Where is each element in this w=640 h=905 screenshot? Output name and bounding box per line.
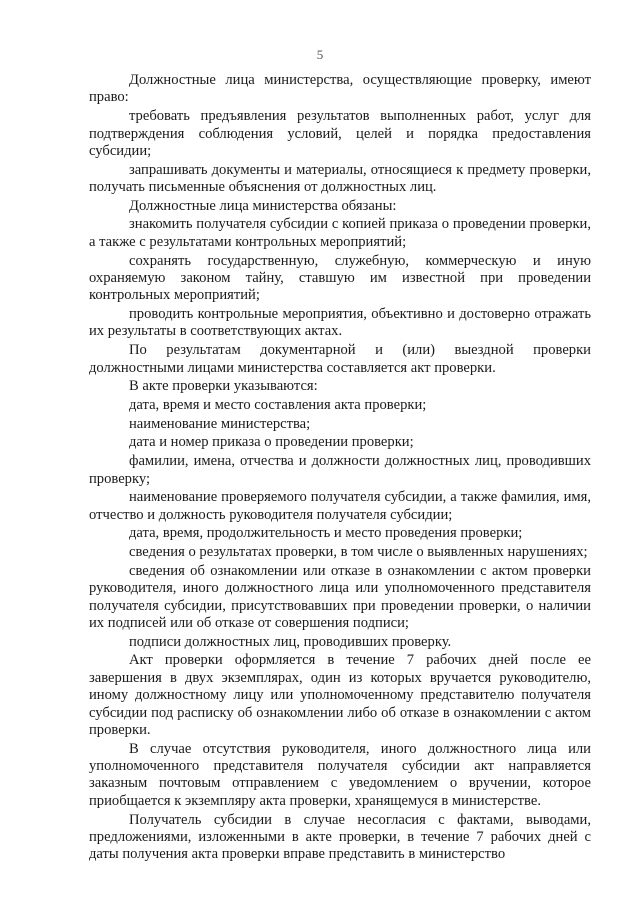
paragraph: проводить контрольные мероприятия, объективно и достоверно отражать их результаты в соответствующих актах. xyxy=(89,306,591,340)
paragraph: сведения об ознакомлении или отказе в ознакомлении с актом проверки руководителя, иного должностного лица или уполномоченного представителя получателя субсидии, присутствовавших при проведении проверки, о наличии их подписей или об отказе от совершения подписи; xyxy=(89,562,591,631)
paragraph: фамилии, имена, отчества и должности должностных лиц, проводивших проверку; xyxy=(89,453,591,487)
paragraph: Должностные лица министерства, осуществляющие проверку, имеют право: xyxy=(89,72,591,106)
paragraph: Должностные лица министерства обязаны: xyxy=(129,197,397,214)
paragraph: В акте проверки указываются: xyxy=(129,378,318,395)
paragraph: запрашивать документы и материалы, относящиеся к предмету проверки, получать письменные объяснения от должностных лиц. xyxy=(89,161,591,196)
paragraph: сохранять государственную, служебную, коммерческую и иную охраняемую законом тайну, ставшую им известной при проведении контрольных мероприятий; xyxy=(89,252,591,304)
paragraph: наименование министерства; xyxy=(129,415,311,432)
paragraph: дата и номер приказа о проведении проверки; xyxy=(129,434,414,451)
paragraph: дата, время, продолжительность и место проведения проверки; xyxy=(129,525,523,542)
document-body xyxy=(89,72,591,865)
paragraph: По результатам документарной и (или) выездной проверки должностными лицами министерства составляется акт проверки. xyxy=(89,342,591,376)
paragraph: наименование проверяемого получателя субсидии, а также фамилия, имя, отчество и должность руководителя получателя субсидии; xyxy=(89,489,591,523)
paragraph: сведения о результатах проверки, в том числе о выявленных нарушениях; xyxy=(129,544,588,561)
paragraph: подписи должностных лиц, проводивших проверку. xyxy=(129,633,452,650)
page-number: 5 xyxy=(316,47,324,62)
paragraph: знакомить получателя субсидии с копией приказа о проведении проверки, а также с результатами контрольных мероприятий; xyxy=(89,216,591,250)
paragraph: В случае отсутствия руководителя, иного должностного лица или уполномоченного представителя получателя субсидии акт направляется заказным почтовым отправлением с уведомлением о вручении, которое приобщается к экземпляру акта проверки, хранящемуся в министерстве. xyxy=(89,740,591,809)
paragraph: требовать предъявления результатов выполненных работ, услуг для подтверждения соблюдения условий, целей и порядка предоставления субсидии; xyxy=(89,108,591,159)
paragraph: дата, время и место составления акта проверки; xyxy=(129,396,427,413)
paragraph: Акт проверки оформляется в течение 7 рабочих дней после ее завершения в двух экземплярах, один из которых вручается руководителю, иному должностному лицу или уполномоченному представителю получателя субсидии под расписку об ознакомлении либо об отказе в ознакомлении с актом проверки. xyxy=(89,652,591,738)
paragraph: Получатель субсидии в случае несогласия с фактами, выводами, предложениями, изложенными в акте проверки, в течение 7 рабочих дней с даты получения акта проверки вправе представить в министерство xyxy=(89,811,591,863)
